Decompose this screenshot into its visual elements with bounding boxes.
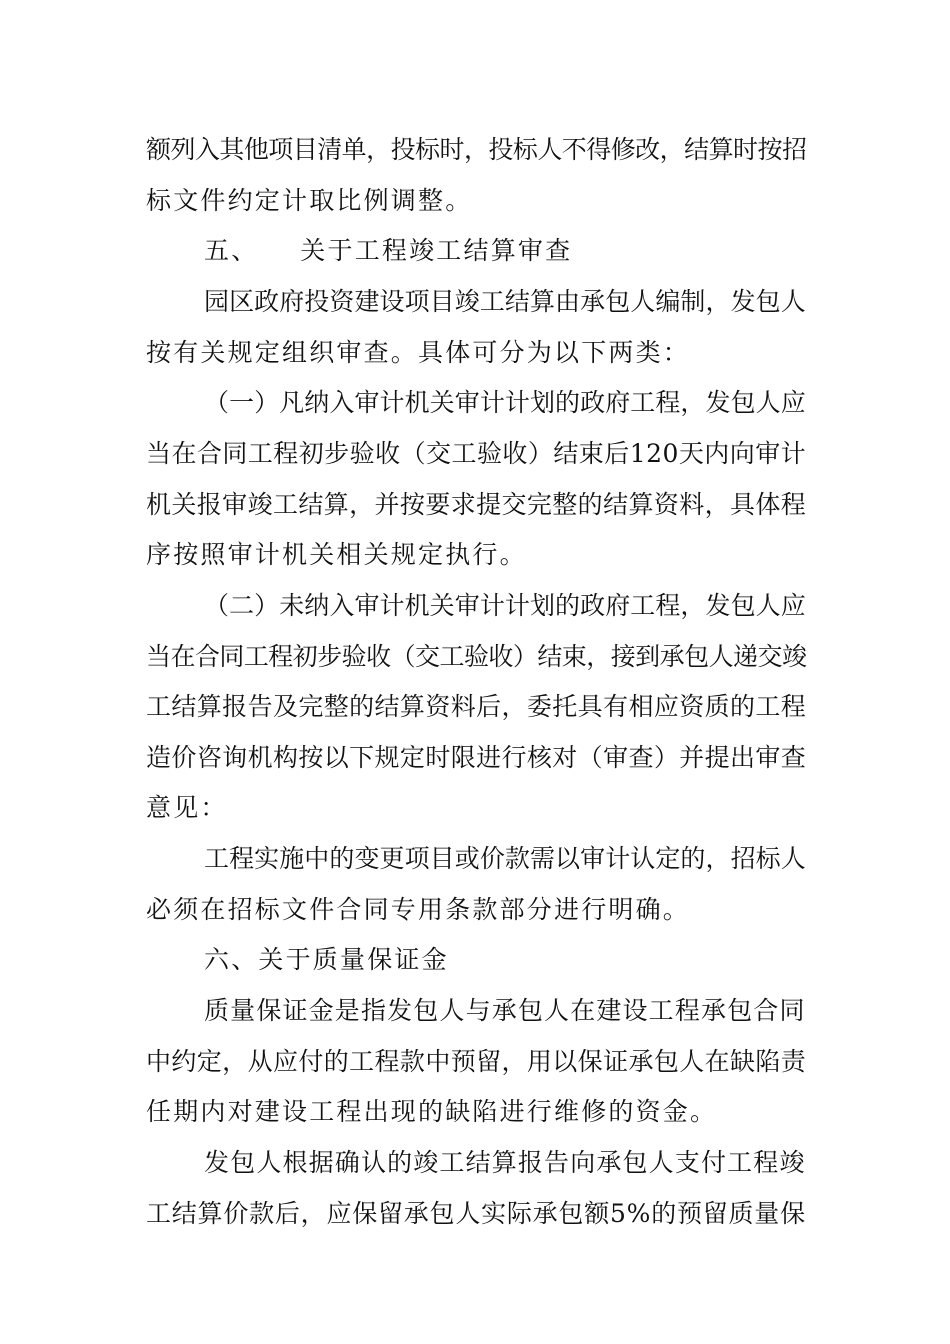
body-text-line: 机关报审竣工结算，并按要求提交完整的结算资料，具体程 [146, 490, 807, 519]
list-item-1-line: （一）凡纳入审计机关审计计划的政府工程，发包人应 [204, 388, 806, 417]
body-text-line: 当在合同工程初步验收（交工验收）结束，接到承包人递交竣 [146, 642, 807, 671]
body-text-line: 任期内对建设工程出现的缺陷进行维修的资金。 [146, 1097, 718, 1126]
body-text-line: 中约定，从应付的工程款中预留，用以保证承包人在缺陷责 [146, 1047, 807, 1076]
body-text-line: 标文件约定计取比例调整。 [146, 186, 473, 215]
body-text-line: 造价咨询机构按以下规定时限进行核对（审查）并提出审查 [146, 743, 807, 772]
body-text-line: 额列入其他项目清单，投标时，投标人不得修改，结算时按招 [146, 135, 807, 164]
body-text-line: 发包人根据确认的竣工结算报告向承包人支付工程竣 [204, 1148, 806, 1177]
section-heading-6: 六、关于质量保证金 [204, 945, 449, 974]
list-item-2-line: （二）未纳入审计机关审计计划的政府工程，发包人应 [204, 591, 806, 620]
body-text-line: 按有关规定组织审查。具体可分为以下两类： [146, 338, 691, 367]
body-text-line: 质量保证金是指发包人与承包人在建设工程承包合同 [204, 996, 806, 1025]
body-text-line: 意见： [146, 793, 228, 822]
body-text-line: 工程实施中的变更项目或价款需以审计认定的，招标人 [204, 844, 806, 873]
body-text-line: 工结算价款后，应保留承包人实际承包额5%的预留质量保 [146, 1199, 806, 1228]
section-heading-5: 五、 关于工程竣工结算审查 [204, 236, 573, 265]
body-text-line: 园区政府投资建设项目竣工结算由承包人编制，发包人 [204, 287, 806, 316]
body-text-line: 必须在招标文件合同专用条款部分进行明确。 [146, 895, 691, 924]
body-text-line: 当在合同工程初步验收（交工验收）结束后120天内向审计 [146, 439, 807, 468]
body-text-line: 工结算报告及完整的结算资料后，委托具有相应资质的工程 [146, 692, 807, 721]
body-text-line: 序按照审计机关相关规定执行。 [146, 540, 527, 569]
